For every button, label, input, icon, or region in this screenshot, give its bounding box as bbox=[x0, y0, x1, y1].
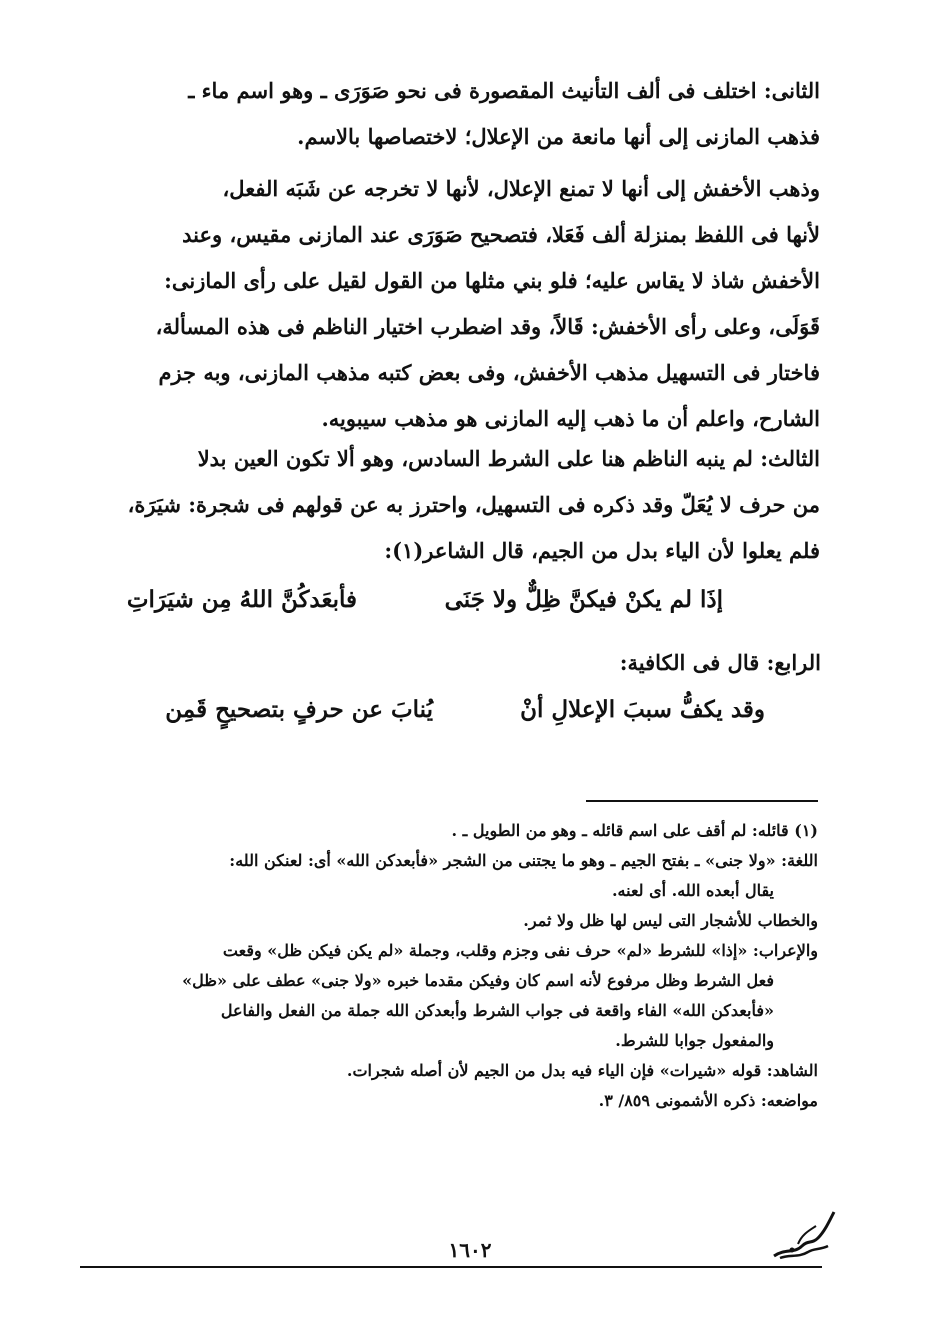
paragraph-akhfash-view bbox=[80, 166, 820, 442]
text-line: فاختار فى التسهيل مذهب الأخفش، وفى بعض كتبه مذهب المازنى، وبه جزم bbox=[158, 360, 820, 385]
footnote-irab-line: فعل الشرط وظل مرفوع لأنه اسم كان وفيكن مقدما خبره «ولا جنى» عطف على «ظل» bbox=[182, 971, 774, 990]
footnote-irab-line: والمفعول جوابا للشرط. bbox=[615, 1031, 774, 1050]
footnote-mawadi: مواضعه: ذكره الأشمونى ٨٥٩/ ٣. bbox=[598, 1091, 818, 1110]
text-line: فلم يعلوا لأن الياء بدل من الجيم، قال الشاعر(١): bbox=[384, 538, 820, 563]
footnote-shahid: الشاهد: قوله «شيرات» فإن الياء فيه بدل من الجيم لأن أصله شجرات. bbox=[346, 1061, 818, 1080]
footnote-lugha-line: اللغة: «ولا جنى» ـ بفتح الجيم ـ وهو ما يجتنى من الشجر «فأبعدكن الله» أى: لعنكن الله: bbox=[229, 851, 818, 870]
text-line: الثالث: لم ينبه الناظم هنا على الشرط السادس، وهو ألا تكون العين بدلا bbox=[197, 446, 820, 471]
text-line: وذهب الأخفش إلى أنها لا تمنع الإعلال، لأنها لا تخرجه عن شَبَه الفعل، bbox=[222, 176, 820, 201]
section-heading-fourth: الرابع: قال فى الكافية: bbox=[619, 650, 821, 675]
verse-2-second-hemistich: يُنابَ عن حرفٍ بتصحيحٍ قَمِن bbox=[165, 696, 433, 723]
footnote-separator bbox=[586, 800, 818, 802]
text-line: الشارح، واعلم أن ما ذهب إليه المازنى هو مذهب سيبويه. bbox=[321, 406, 820, 431]
footnote-khitab: والخطاب للأشجار التى ليس لها ظل ولا ثمر. bbox=[523, 911, 818, 930]
verse-2-first-hemistich: وقد يكفُّ سببَ الإعلالِ أنْ bbox=[520, 696, 765, 723]
footnote-lugha-line: يقال أبعده الله. أى لعنه. bbox=[611, 881, 774, 900]
bottom-rule bbox=[80, 1266, 822, 1268]
footnote-irab-line: والإعراب: «إذا» للشرط «لم» حرف نفى وجزم وقلب، وجملة «لم يكن فيكن ظل» وقعت bbox=[222, 941, 818, 960]
text-line: الأخفش شاذ لا يقاس عليه؛ فلو بني مثلها من القول لقيل على رأى المازنى: bbox=[164, 268, 820, 293]
page-number: ١٦٠٢ bbox=[448, 1238, 492, 1262]
calligraphy-logo-icon bbox=[768, 1204, 840, 1264]
text-line: فذهب المازنى إلى أنها مانعة من الإعلال؛ لاختصاصها بالاسم. bbox=[297, 124, 820, 149]
text-line: لأنها فى اللفظ بمنزلة ألف فَعَلا، فتصحيح صَوَرَى عند المازنى مقيس، وعند bbox=[182, 222, 820, 247]
paragraph-second-point bbox=[80, 68, 820, 160]
footnote-1: (١) قائله: لم أقف على اسم قائله ـ وهو من الطويل ـ . bbox=[451, 821, 818, 840]
footnotes bbox=[80, 816, 818, 1116]
text-line: من حرف لا يُعَلّ وقد ذكره فى التسهيل، واحترز به عن قولهم فى شجرة: شيَرَة، bbox=[127, 492, 820, 517]
text-line: الثانى: اختلف فى ألف التأنيث المقصورة فى نحو صَوَرَى ـ وهو اسم ماء ـ bbox=[188, 78, 820, 103]
footnote-irab-line: «فأبعدكن الله» الفاء واقعة فى جواب الشرط وأبعدكن الله جملة من الفعل والفاعل bbox=[220, 1001, 774, 1020]
verse-1-second-hemistich: فأبعَدكُنَّ اللهُ مِن شيَرَاتِ bbox=[126, 586, 357, 613]
verse-1-first-hemistich: إذَا لم يكنْ فيكنَّ ظِلٌّ ولا جَنَى bbox=[444, 586, 723, 613]
paragraph-third-point bbox=[80, 436, 820, 574]
text-line: قَوَلَى، وعلى رأى الأخفش: قَالاً، وقد اضطرب اختيار الناظم فى هذه المسألة، bbox=[155, 314, 820, 339]
